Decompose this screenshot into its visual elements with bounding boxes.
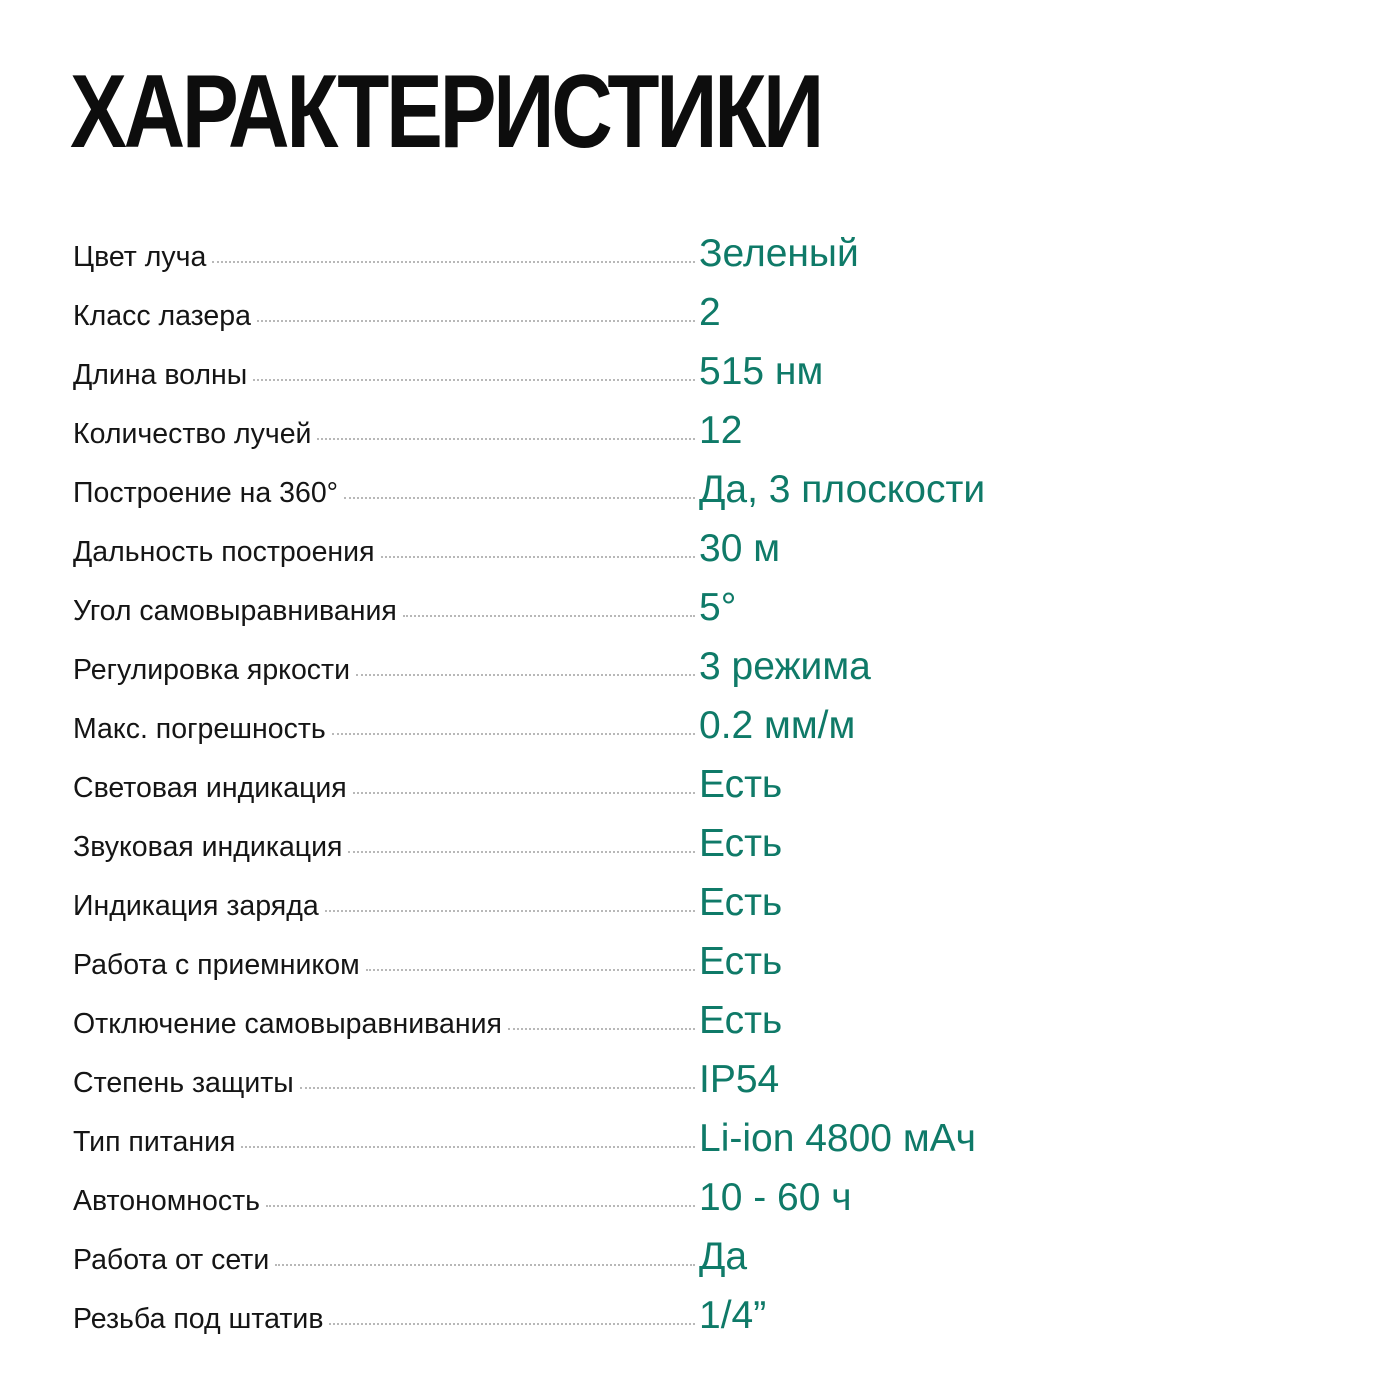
spec-value: 30 м bbox=[699, 527, 781, 570]
leader-dots bbox=[253, 379, 695, 381]
spec-row bbox=[73, 468, 1323, 527]
spec-value: Зеленый bbox=[699, 232, 859, 275]
leader-dots bbox=[348, 851, 695, 853]
leader-dots bbox=[300, 1087, 695, 1089]
spec-row bbox=[73, 1176, 1323, 1235]
spec-row bbox=[73, 940, 1323, 999]
spec-value: 5° bbox=[699, 586, 737, 629]
leader-dots bbox=[266, 1205, 695, 1207]
spec-label: Количество лучей bbox=[73, 418, 312, 450]
page-title: ХАРАКТЕРИСТИКИ bbox=[70, 54, 822, 170]
spec-value: IP54 bbox=[699, 1058, 780, 1101]
leader-dots bbox=[317, 438, 695, 440]
spec-value: Есть bbox=[699, 822, 783, 865]
spec-list bbox=[73, 232, 1323, 1353]
spec-label: Дальность построения bbox=[73, 536, 375, 568]
leader-dots bbox=[325, 910, 695, 912]
spec-value: Есть bbox=[699, 999, 783, 1042]
spec-value: Есть bbox=[699, 940, 783, 983]
spec-row bbox=[73, 350, 1323, 409]
leader-dots bbox=[403, 615, 695, 617]
spec-value: 12 bbox=[699, 409, 743, 452]
spec-value: Есть bbox=[699, 881, 783, 924]
spec-label: Индикация заряда bbox=[73, 890, 319, 922]
spec-label: Работа от сети bbox=[73, 1244, 270, 1276]
spec-row bbox=[73, 409, 1323, 468]
spec-value: 10 - 60 ч bbox=[699, 1176, 852, 1219]
spec-row bbox=[73, 1058, 1323, 1117]
leader-dots bbox=[332, 733, 695, 735]
spec-row bbox=[73, 704, 1323, 763]
leader-dots bbox=[344, 497, 695, 499]
spec-row bbox=[73, 881, 1323, 940]
spec-value: Есть bbox=[699, 763, 783, 806]
spec-label: Работа с приемником bbox=[73, 949, 360, 981]
leader-dots bbox=[257, 320, 695, 322]
spec-value: 3 режима bbox=[699, 645, 871, 688]
spec-value: Li-ion 4800 мАч bbox=[699, 1117, 976, 1160]
spec-row bbox=[73, 291, 1323, 350]
leader-dots bbox=[212, 261, 695, 263]
leader-dots bbox=[275, 1264, 695, 1266]
leader-dots bbox=[508, 1028, 695, 1030]
leader-dots bbox=[353, 792, 695, 794]
spec-label: Построение на 360° bbox=[73, 477, 339, 509]
spec-label: Цвет луча bbox=[73, 241, 207, 273]
spec-value: 0.2 мм/м bbox=[699, 704, 856, 747]
spec-label: Тип питания bbox=[73, 1126, 236, 1158]
leader-dots bbox=[329, 1323, 695, 1325]
spec-row bbox=[73, 1117, 1323, 1176]
spec-label: Класс лазера bbox=[73, 300, 251, 332]
spec-label: Отключение самовыравнивания bbox=[73, 1008, 502, 1040]
spec-label: Резьба под штатив bbox=[73, 1303, 324, 1335]
spec-label: Макс. погрешность bbox=[73, 713, 326, 745]
leader-dots bbox=[356, 674, 695, 676]
spec-value: 1/4” bbox=[699, 1294, 767, 1337]
leader-dots bbox=[381, 556, 695, 558]
spec-row bbox=[73, 822, 1323, 881]
spec-label: Световая индикация bbox=[73, 772, 347, 804]
spec-label: Автономность bbox=[73, 1185, 261, 1217]
spec-value: Да bbox=[699, 1235, 748, 1278]
spec-row bbox=[73, 586, 1323, 645]
spec-value: 515 нм bbox=[699, 350, 824, 393]
spec-row bbox=[73, 1294, 1323, 1353]
spec-label: Угол самовыравнивания bbox=[73, 595, 397, 627]
spec-label: Степень защиты bbox=[73, 1067, 294, 1099]
leader-dots bbox=[241, 1146, 695, 1148]
spec-label: Звуковая индикация bbox=[73, 831, 343, 863]
spec-label: Регулировка яркости bbox=[73, 654, 351, 686]
spec-row bbox=[73, 999, 1323, 1058]
spec-row bbox=[73, 645, 1323, 704]
spec-row bbox=[73, 527, 1323, 586]
leader-dots bbox=[366, 969, 695, 971]
spec-label: Длина волны bbox=[73, 359, 248, 391]
spec-value: 2 bbox=[699, 291, 721, 334]
spec-row bbox=[73, 232, 1323, 291]
spec-row bbox=[73, 1235, 1323, 1294]
spec-row bbox=[73, 763, 1323, 822]
spec-value: Да, 3 плоскости bbox=[699, 468, 986, 511]
